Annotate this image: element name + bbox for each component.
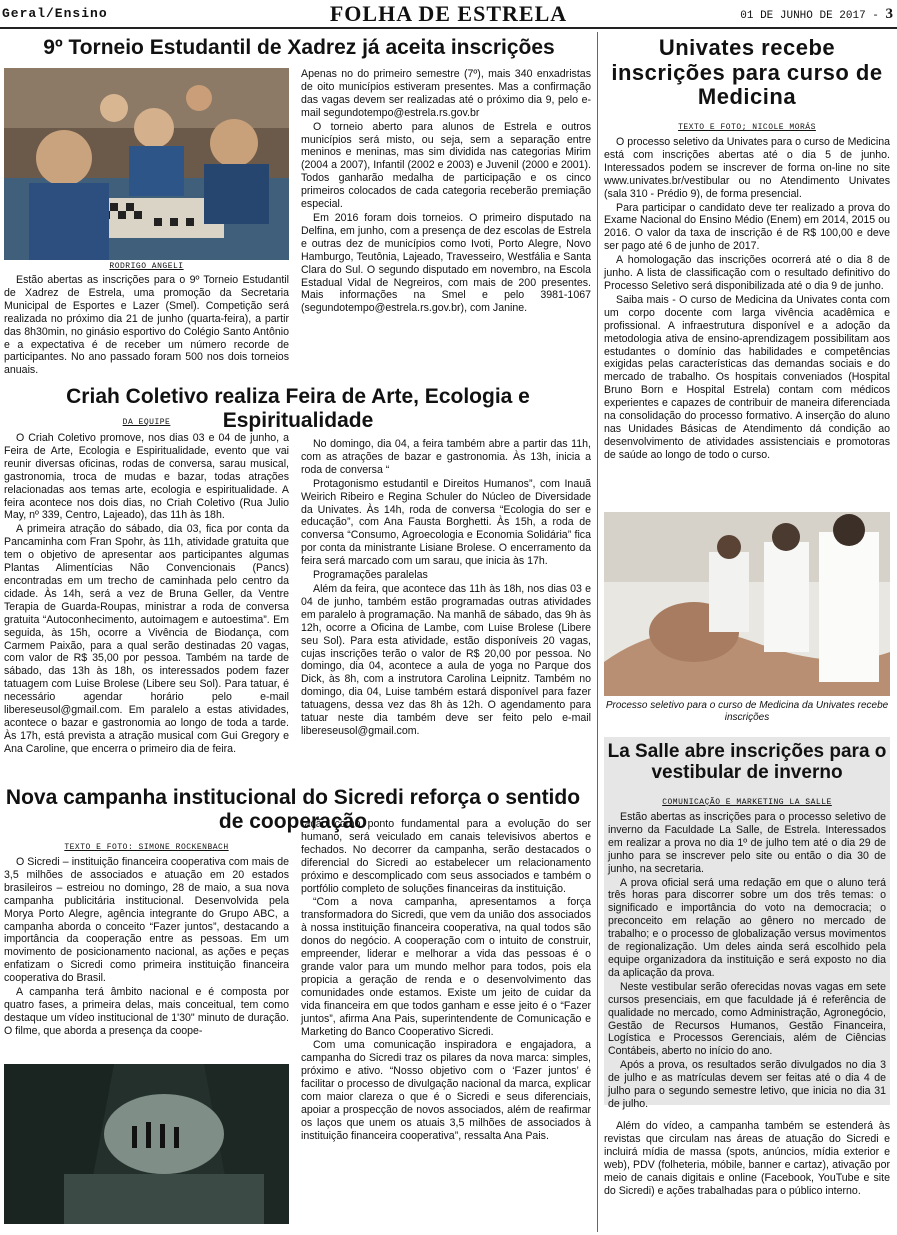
header-rule <box>0 27 897 29</box>
lasalle-credit: COMUNICAÇÃO E MARKETING LA SALLE <box>662 798 832 807</box>
paragraph: Após a prova, os resultados serão divulgados no dia 3 de julho e as matrículas devem ser feitas até o dia 4 de julho para o segundo semestre letivo, que inicia no dia 31 de julho. <box>608 1059 886 1110</box>
sicredi-column-3 <box>604 1120 890 1224</box>
chess-photo-credit: RODRIGO ANGELI <box>109 262 184 271</box>
sicredi-column-2 <box>301 818 591 1224</box>
paragraph: O Criah Coletivo promove, nos dias 03 e 04 de junho, a Feira de Arte, Ecologia e Espiritualidade, evento que vai reunir diversas oficinas, rodas de conversa, sarau musical, gastronomia, troca de mudas e bazar, todas atrações relacionadas aos temas arte, ecologia e espiritualidade. A feira acontece nos dois dias, no Criah Coletivo (Rua Julio May, nº 339, Centro, Lajeado), das 11h às 18h. <box>4 432 289 522</box>
criah-column-1 <box>4 432 289 770</box>
paragraph: Apenas no do primeiro semestre (7º), mais 340 enxadristas de oito municípios estiveram presentes. Mas a confirmação das vagas devem ser realizadas até o próximo dia 9, pelo e-mail segundotempo@estrela.rs.gov.br <box>301 68 591 119</box>
newspaper-title: FOLHA DE ESTRELA <box>329 1 568 26</box>
univates-body <box>604 136 890 510</box>
paragraph: O processo seletivo da Univates para o curso de Medicina está com inscrições abertas até o dia 5 de junho. Interessados podem se inscrever de forma on-line no site www.univates.br/vestibular ou no Atendimento Univates (sala 310 - Prédio 9), de forma presencial. <box>604 136 890 200</box>
paragraph: Para participar o candidato deve ter realizado a prova do Exame Nacional do Ensino Médio (Enem) em 2014, 2015 ou 2016. O valor da taxa de inscrição é de R$ 100,00 e deve ser pago até 6 de junho de 2017. <box>604 201 890 253</box>
paragraph: ração como ponto fundamental para a evolução do ser humano, será veiculado em canais televisivos abertos e fechados. No decorrer da campanha, serão destacados o diferencial do Sicredi ao estabelecer um relacionamento próximo e descomplicado com seus associados e também o portfólio completo de soluções financeiras da instituição. <box>301 818 591 895</box>
paragraph: No domingo, dia 04, a feira também abre a partir das 11h, com as atrações de bazar e gastronomia. Às 13h, inicia a roda de conversa “ <box>301 438 591 476</box>
paragraph: Neste vestibular serão oferecidas novas vagas em sete cursos presenciais, em que faculdade já é referência de qualidade no mercado, como Administração, Agronegócio, Gestão de Recursos Humanos, Gestão Financeira, Logística e Processos Gerenciais, além de Ciências Contábeis, aberto no início do ano. <box>608 980 886 1058</box>
paragraph: Estão abertas as inscrições para o 9º Torneio Estudantil de Xadrez de Estrela, uma promoção da Secretaria Municipal de Esportes e Lazer (Smel). Competição será realizada no próximo dia 21 de junho (quarta-feira), a partir das 8h30min, no ginásio esportivo do Colégio Santo Antônio e a expectativa é de receber um número recorde de participantes. No ano passado foram 500 nos dois torneios anuais. <box>4 274 289 377</box>
paragraph: Além da feira, que acontece das 11h às 18h, nos dias 03 e 04 de junho, também estão programadas outras atividades em paralelo à programação. Na manhã de sábado, das 9h às 12h, ocorre a Oficina de Lambe, com Luise Brolese (Libere seu Sol). Para esta atividade, estão disponíveis 20 vagas, cujas inscrições terão o valor de R$ 20,00 por pessoa. No domingo, dia 04, acontece a aula de yoga no Parque dos Dick, às 8h, com a instrutora Carolina Leipnitz. Também no domingo, dia 04, Luise também estará disponível para fazer tatuagens, dessa vez das 8h às 12h. O agendamento para tatuar neste dia também deve ser feito pelo e-mail libereseusol@gmail.com. <box>301 582 591 737</box>
column-divider <box>597 32 598 1232</box>
paragraph: Programações paralelas <box>313 569 428 582</box>
paragraph: A campanha terá âmbito nacional e é composta por quatro fases, a primeira delas, mais conceitual, tem como destaque um vídeo institucional de 1'30" minuto de duração. O filme, que aborda a presença da coope- <box>4 986 289 1037</box>
criah-headline: Criah Coletivo realiza Feira de Arte, Ecologia e Espiritualidade <box>66 385 530 432</box>
sicredi-column-1 <box>4 856 289 1061</box>
paragraph: “Com a nova campanha, apresentamos a força transformadora do Sicredi, que vem da união dos associados à nossa instituição financeira cooperativa, na qual todos são donos do negócio. A cooperação com o intuito de construir, empreender, liderar e melhorar a vida das pessoas é o grande valor para um mundo melhor para todos, pois ela propicia a geração de renda e o desenvolvimento das comunidades onde estamos. Existe um jeito de cuidar da vida financeira em que todos ganham e esse jeito é o “Fazer juntos”, afirma Ana Pais, superintendente de Comunicação e Marketing do Banco Cooperativo Sicredi. <box>301 896 591 1038</box>
paragraph: Com uma comunicação inspiradora e engajadora, a campanha do Sicredi traz os pilares da nova marca: simples, próximo e ativo. “Nosso objetivo com o ‘Fazer juntos’ é facilitar o processo de divulgação nacional da marca, explicar com maior clareza o que é o Sicredi e seus diferenciais, apoiar a prospecção de novos associados, além de reafirmar os laços que unem os atuais 3,5 milhões de associados à instituição financeira cooperativa”, ressalta Ana Pais. <box>301 1039 591 1142</box>
xadrez-column-1 <box>4 274 289 377</box>
medicine-photo <box>604 512 890 696</box>
paragraph: Saiba mais - O curso de Medicina da Univates conta com um corpo docente com larga vivência acadêmica e profissional. A infraestrutura disponível e a adoção da metodologia ativa de ensino-aprendizagem possibilitam aos estudantes o domínio das habilidades e competências exigidas pelas características das demandas sociais e do mercado de trabalho. Os hospitais conveniados (Hospital Bruno Born e Hospital Estrela) contam com médicos experientes e capazes de contribuir de maneira diferenciada na consolidação do processo formativo. A inserção do aluno nas Unidades Básicas de Atendimento dá condição ao desenvolvimento de atividades assistenciais e promotoras de saúde ao longo de todo o curso. <box>604 293 890 461</box>
criah-column-2 <box>301 438 591 770</box>
univates-credit: TEXTO E FOTO; NICOLE MORÁS <box>678 123 816 132</box>
sicredi-credit: TEXTO E FOTO: SIMONE ROCKENBACH <box>64 843 229 852</box>
sicredi-video-still <box>4 1064 289 1224</box>
univates-headline: Univates recebe inscrições para curso de Medicina <box>611 35 883 110</box>
paragraph: Protagonismo estudantil e Direitos Humanos”, com Inauã Weirich Ribeiro e Regina Schuler do Núcleo de Diversidade da Univates. Às 14h, roda de conversa “Ecologia do ser e educação”, com Ana Fausta Borghetti. Às 15h, a roda de conversa “Consumo, Agroecologia e Economia Solidária” fica por conta da ministrante Lisiane Brolese. O encerramento da feira será marcado com um sarau, que inicia às 17h. <box>301 477 591 568</box>
xadrez-column-2 <box>301 68 591 374</box>
paragraph: Além do vídeo, a campanha também se estenderá às revistas que circulam nas áreas de atuação do Sicredi e incluirá mídia de massa (spots, anúncios, mídia exterior e web), PDV (folheteria, móbile, banner e cartaz), ativação por meio de canais digitais e online (Facebook, YouTube e site do Sicredi) e ações trabalhadas para o público interno. <box>604 1120 890 1197</box>
criah-credit: DA EQUIPE <box>122 418 171 427</box>
paragraph: Estão abertas as inscrições para o processo seletivo de inverno da Faculdade La Salle, de Estrela. Interessados em realizar a prova no dia 1º de julho tem até o dia 29 de junho para se inscrever pelo site ou então o dia 30 de junho, na secretaria. <box>608 811 886 875</box>
section-label: Geral/Ensino <box>2 6 108 21</box>
page-date: 01 DE JUNHO DE 2017 - 3 <box>740 6 893 22</box>
date-text: 01 DE JUNHO DE 2017 <box>740 10 866 22</box>
chess-photo <box>4 68 289 260</box>
paragraph: O Sicredi – instituição financeira cooperativa com mais de 3,5 milhões de associados e atuação em 20 estados brasileiros – estreiou no domingo, 28 de maio, a sua nova campanha publicitária institucional. Desenvolvida pela Morya Porto Alegre, agência integrante do Grupo ABC, a campanha aborda o conceito “Fazer juntos”, destacando a importância da cooperação entre as pessoas. Em um movimento de posicionamento nacional, as ações e peças enfatizam o Sicredi como primeira instituição financeira cooperativa do Brasil. <box>4 856 289 985</box>
page-number: 3 <box>885 6 893 22</box>
paragraph: Em 2016 foram dois torneios. O primeiro disputado na Delfina, em junho, com a presença de dez escolas de Estrela e outras dez de municípios como Ivoti, Porto Alegre, Novo Hamburgo, Teutônia, Lajeado, Travesseiro, Westfália e Santa Clara do Sul. O segundo disputado em novembro, na Escola Estadual Vidal de Negreiros, com mais de 200 presentes. Mais informações na Smel e pelo 3981-1067 (segundotempo@estrela.rs.gov.br), com Janine. <box>301 211 591 315</box>
medicine-photo-caption: Processo seletivo para o curso de Medicina da Univates recebe inscrições <box>605 700 889 723</box>
xadrez-headline: 9º Torneio Estudantil de Xadrez já aceita inscrições <box>43 36 555 59</box>
paragraph: O torneio aberto para alunos de Estrela e outros municípios será misto, ou seja, sem a separação entre meninos e meninas, mas sim dividida nas categorias Mirim (2004 a 2007), Infantil (2002 e 2003) e Juvenil (2000 e 2001). Todos ganharão medalha de participação e os cinco primeiros colocados de cada categoria receberão premiação especial. <box>301 120 591 211</box>
sicredi-headline: Nova campanha institucional do Sicredi reforça o sentido de cooperação <box>5 786 581 833</box>
lasalle-headline: La Salle abre inscrições para o vestibular de inverno <box>607 741 887 784</box>
paragraph: A homologação das inscrições ocorrerá até o dia 8 de junho. A lista de classificação com o resultado definitivo do Processo Seletivo será disponibilizada até o dia 9 de junho. <box>604 254 890 292</box>
paragraph: A prova oficial será uma redação em que o aluno terá três horas para discorrer sobre um dos três temas: o significado e importância do voto na democracia; o preconceito em relação ao gênero no mercado de trabalho; e o processo de globalização versus movimentos de regionalização. Um deles ainda será escolhido pela equipe organizadora da instituição e será exposto no dia da aplicação da prova. <box>608 876 886 979</box>
lasalle-body <box>608 811 886 1110</box>
paragraph: A primeira atração do sábado, dia 03, fica por conta da Pancaminha com Fran Spohr, às 11h, atividade gratuita que tem o objetivo de apresentar aos participantes algumas Plantas Alimentícias Não Convencionais (Pancs) encontradas em um trecho de caminhada pelo centro da cidade. Às 14h, será a vez de Bruna Geller, da Ventre Terapia de Guarda-Roupas, ministrar a roda de conversa gratuita “Autoconhecimento, autoimagem e autoestima”. Em seguida, às 15h, ocorre a Vivência de Biodança, com Carmem Paixão, para a qual serão destinadas 20 vagas, com valor de R$ 35,00 por pessoa. Também na tarde de sábado, das 13h às 18h, os interessados podem fazer tatuagem com Luise Brolese (Libere seu Sol). Para tatuar, é necessário agendar horário pelo e-mail libereseusol@gmail.com. Em paralelo a estas atividades, acontece o bazar e gastronomia ao longo de toda a tarde. Às 17h, está prevista a atração musical com Gui Gregory e Ana Caroline, que encerra o primeiro dia de feira. <box>4 523 289 755</box>
